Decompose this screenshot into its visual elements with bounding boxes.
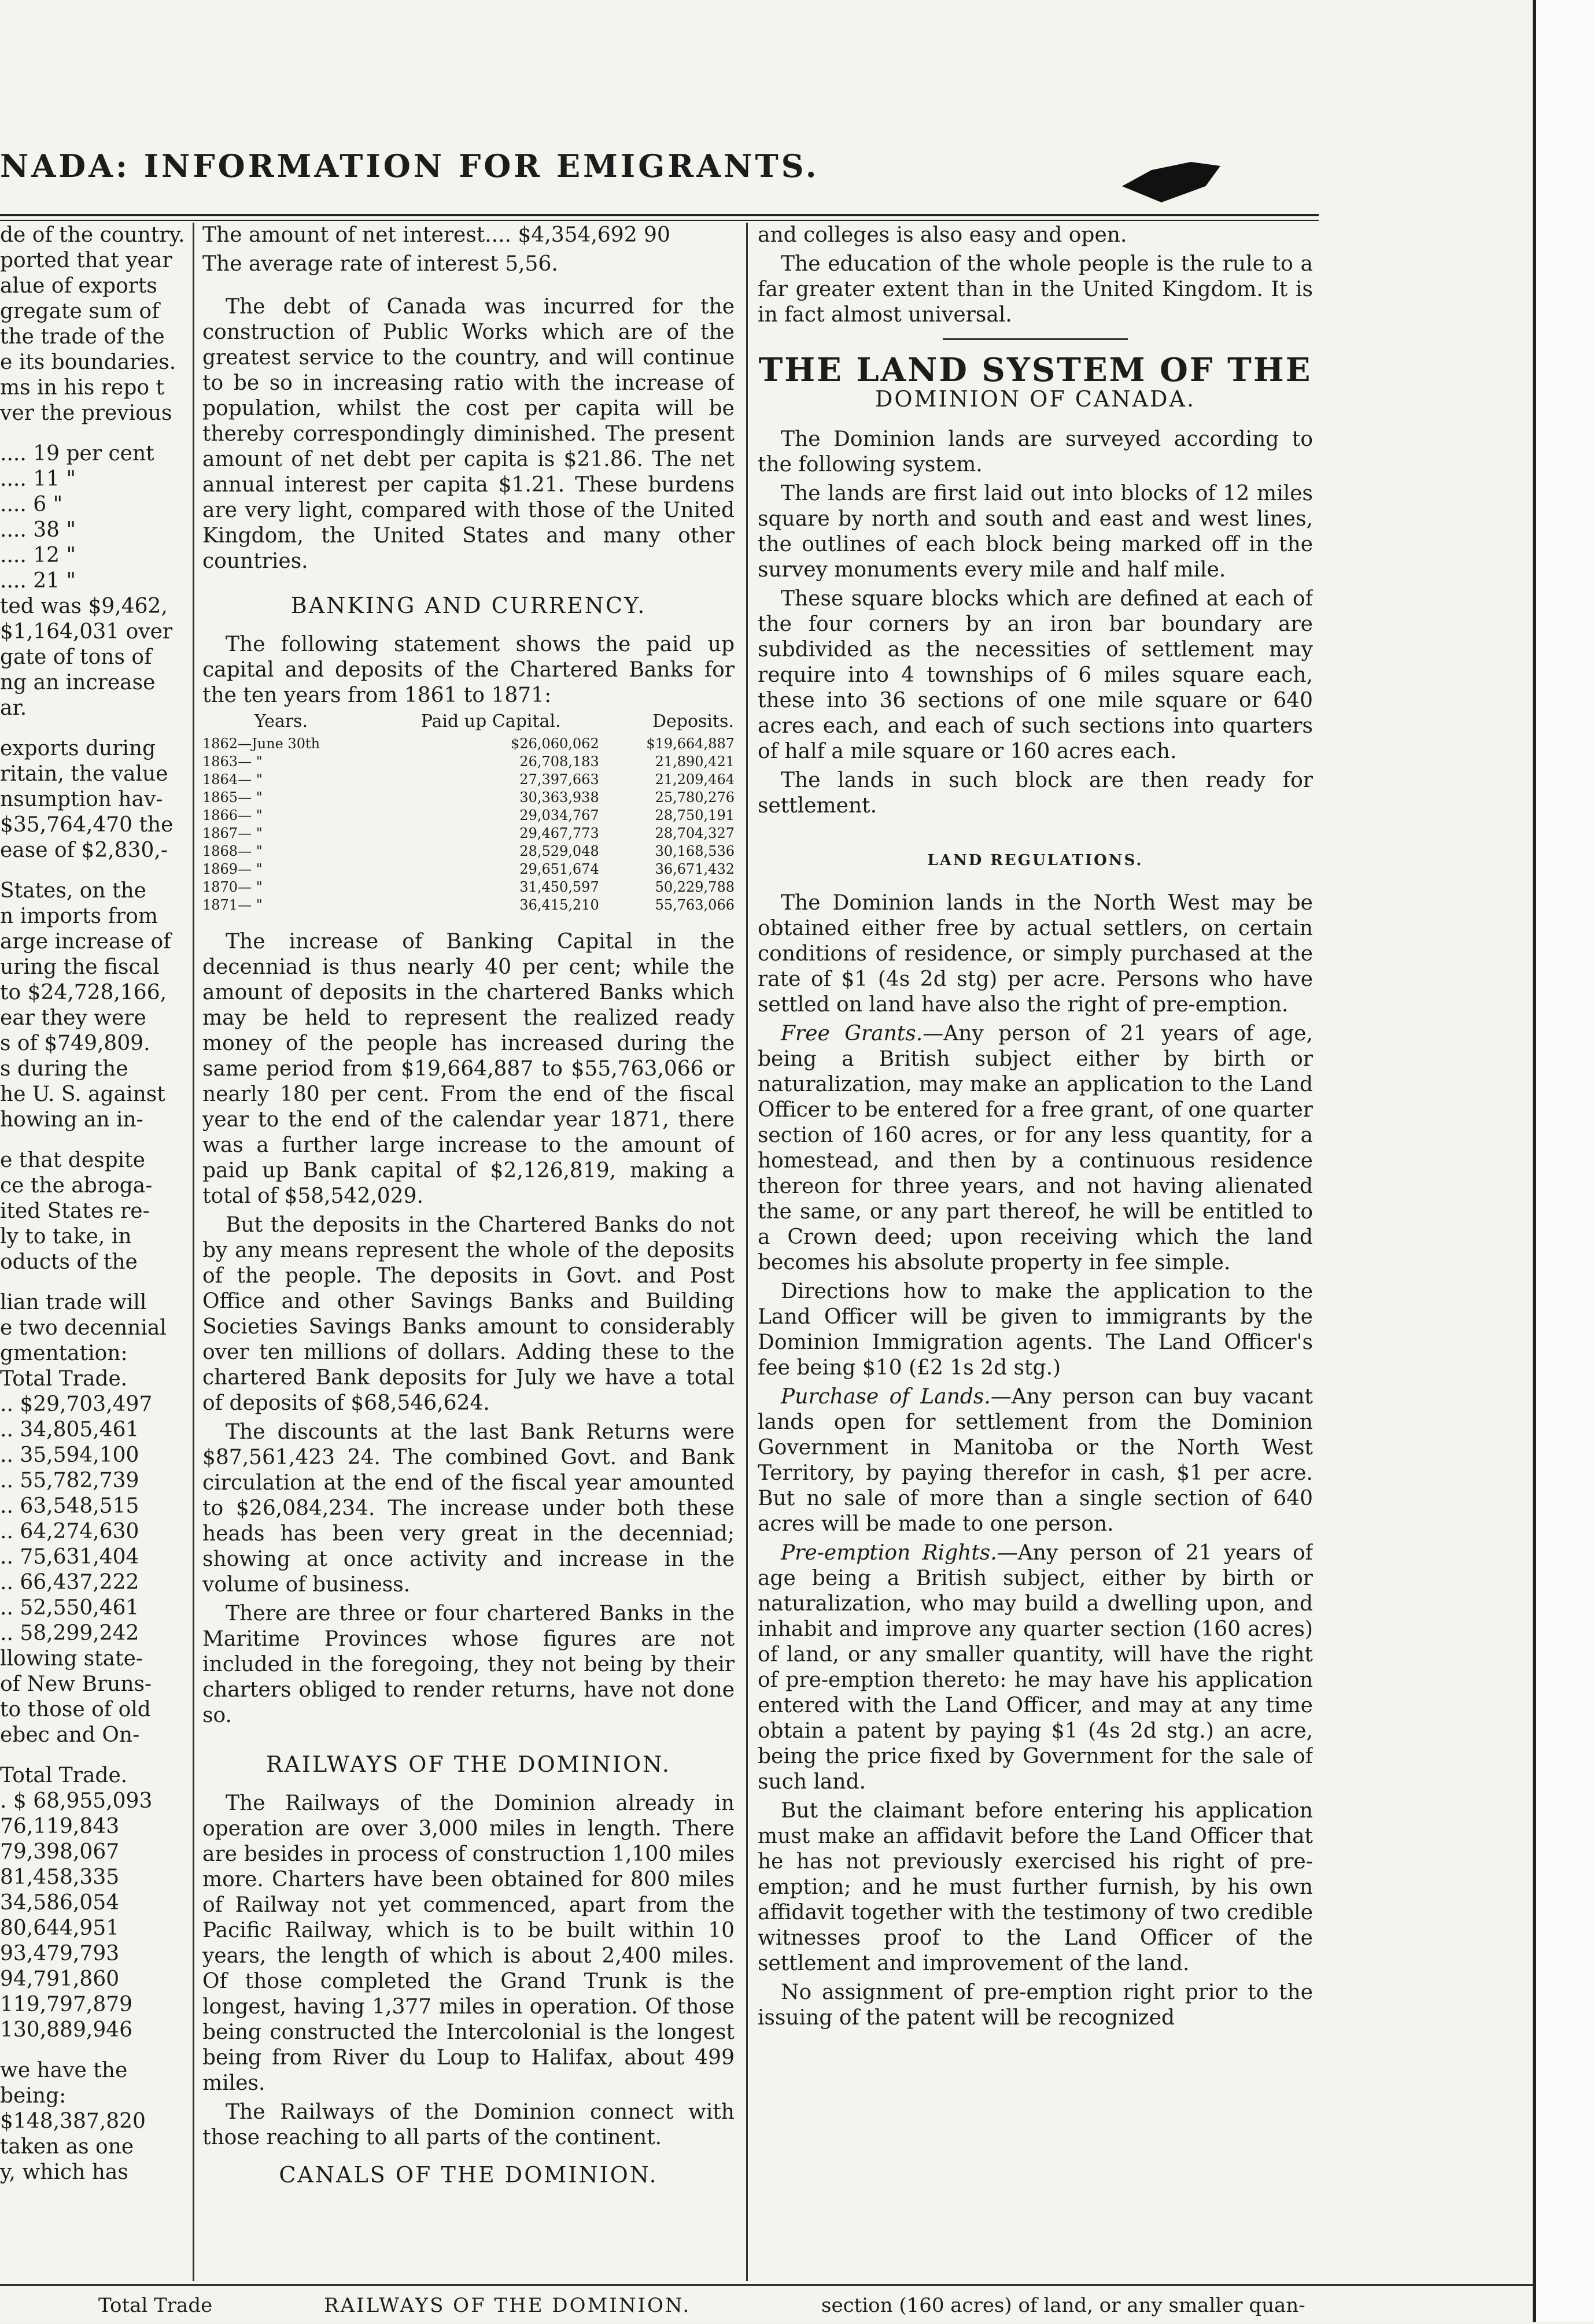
fragment-line: .. 63,548,515 <box>0 1494 139 1518</box>
banking-table-header <box>202 712 735 735</box>
fragment-line: howing an in- <box>0 1108 143 1132</box>
fragment-line: 81,458,335 <box>0 1865 120 1889</box>
fragment-line: to $24,728,166, <box>0 981 167 1004</box>
fragment-line: .... 38 " <box>0 518 76 542</box>
fragment-line: 130,889,946 <box>0 2018 133 2042</box>
fragment-line: ms in his repo t <box>0 376 164 400</box>
fragment-line: .. 64,274,630 <box>0 1520 139 1543</box>
fragment-line <box>0 426 185 441</box>
fragment-line: ce the abroga- <box>0 1174 153 1198</box>
row-deposits: 28,704,327 <box>655 825 735 841</box>
fragment-line: s during the <box>0 1057 128 1081</box>
purchase-text: —Any person can buy vacant lands open for settlement from the Dominion Government in Manitoba or the North West Territory, by paying therefor in cash, $1 per acre. But no sale of more than a single section of 640 acres will be made to one person. <box>758 1385 1313 1536</box>
railways-heading: RAILWAYS OF THE DOMINION. <box>265 1752 671 1777</box>
fragment-line: 79,398,067 <box>0 1840 120 1864</box>
fragment-line: $148,387,820 <box>0 2109 146 2133</box>
interest-line-1: The amount of net interest.... $4,354,692 90 <box>202 223 670 247</box>
fragment-line: gmentation: <box>0 1342 128 1365</box>
fragment-line: n imports from <box>0 904 158 928</box>
directions-paragraph: Directions how to make the application to the Land Officer will be given to immigrants by the Dominion Immigration agents. The Land Officer's fee being $10 (£2 1s 2d stg.) <box>758 1280 1313 1380</box>
banking-table-row <box>202 789 735 807</box>
table-header-years: Years. <box>254 711 308 731</box>
row-capital: 27,397,663 <box>519 771 599 788</box>
row-capital: 28,529,048 <box>519 843 599 859</box>
assignment-paragraph: No assignment of pre-emption right prior to the issuing of the patent will be recognized <box>758 1981 1313 2030</box>
fragment-line: Total Trade. <box>0 1764 128 1787</box>
colleges-line: and colleges is also easy and open. <box>758 223 1127 247</box>
row-year: 1866— " <box>202 807 263 823</box>
fragment-line: e that despite <box>0 1148 145 1172</box>
row-deposits: 21,890,421 <box>655 753 735 770</box>
row-year: 1865— " <box>202 789 263 806</box>
preemption-paragraph <box>758 1540 1313 1795</box>
discounts-paragraph: The discounts at the last Bank Returns were $87,561,423 24. The combined Govt. and Bank circulation at the end of the fiscal year amounted to $26,084,234. The increase under both these heads has been very great in the decenniad; showing at once activity and increase in the volume of business. <box>202 1420 735 1597</box>
row-capital: 31,450,597 <box>519 879 599 895</box>
education-paragraph: The education of the whole people is the rule to a far greater extent than in the United Kingdom. It is in fact almost universal. <box>758 252 1313 327</box>
banking-table-row <box>202 735 735 753</box>
fragment-line: ebec and On- <box>0 1723 140 1747</box>
fragment-line: .. 35,594,100 <box>0 1443 139 1467</box>
fragment-line: .. 75,631,404 <box>0 1545 139 1569</box>
page-right-margin <box>1533 0 1594 2322</box>
banking-heading: BANKING AND CURRENCY. <box>290 593 647 618</box>
banking-table-row <box>202 825 735 843</box>
fragment-line: $1,164,031 over <box>0 620 173 644</box>
fragment-line: .. 52,550,461 <box>0 1596 139 1620</box>
fragment-line <box>0 1275 185 1290</box>
row-capital: 30,363,938 <box>519 789 599 806</box>
fragment-line: gate of tons of <box>0 645 152 669</box>
blocks-paragraph: The lands are first laid out into blocks of 12 miles square by north and south and east and west lines, the outlines of each block being marked off in the survey monuments every mile and half mile. <box>758 482 1313 582</box>
fragment-line: de of the country. <box>0 223 185 247</box>
fragment-line: alue of exports <box>0 274 157 298</box>
fragment-line: s of $749,809. <box>0 1032 150 1055</box>
column-left-fragment <box>0 223 185 2281</box>
banking-table-row <box>202 843 735 860</box>
fragment-line: .... 12 " <box>0 544 76 567</box>
land-regulations-heading: LAND REGULATIONS. <box>927 852 1143 869</box>
square-blocks-paragraph: These square blocks which are defined at each of the four corners by an iron bar boundary are subdivided as the necessities of settlement may require into 4 townships of 6 miles square each, these into 36 sections of one mile square or 640 acres each, and each of such sections into quarters of half a mile square or 160 acres each. <box>758 587 1313 763</box>
banking-table-row <box>202 878 735 896</box>
bottom-left-text: Total Trade <box>98 2294 213 2317</box>
row-capital: 36,415,210 <box>519 897 599 913</box>
row-deposits: 55,763,066 <box>655 897 735 913</box>
fragment-line: .. 66,437,222 <box>0 1571 139 1594</box>
maritime-paragraph: There are three or four chartered Banks in the Maritime Provinces whose figures are not included in the foregoing, they not being by their charters obliged to render returns, have not done so. <box>202 1602 735 1727</box>
fragment-line: nsumption hav- <box>0 788 163 811</box>
row-year: 1870— " <box>202 879 263 895</box>
fragment-line: .. 34,805,461 <box>0 1418 139 1442</box>
table-header-capital: Paid up Capital. <box>420 711 561 731</box>
fragment-line: .. 55,782,739 <box>0 1469 139 1492</box>
page-header <box>0 147 1319 194</box>
fragment-line: he U. S. against <box>0 1082 165 1106</box>
interest-line-2: The average rate of interest 5,56. <box>202 252 558 276</box>
fragment-line: ported that year <box>0 249 172 272</box>
railways-paragraph: The Railways of the Dominion already in operation are over 3,000 miles in length. There are besides in process of construction 1,100 miles more. Charters have been obtained for 800 miles of Railway not yet commenced, apart from the Pacific Railway, which is to be built within 10 years, the length of which is about 2,400 miles. Of those completed the Grand Trunk is the longest, having 1,377 miles in operation. Of those being constructed the Intercolonial is the longest being from River du Loup to Halifax, about 499 miles. <box>202 1791 735 2095</box>
fragment-line: .. $29,703,497 <box>0 1392 153 1416</box>
fragment-line: ritain, the value <box>0 762 168 786</box>
banking-table-row <box>202 807 735 825</box>
banking-intro: The following statement shows the paid up capital and deposits of the Chartered Banks for the ten years from 1861 to 1871: <box>202 633 735 707</box>
fragment-line <box>0 2043 185 2058</box>
row-deposits: $19,664,887 <box>646 736 735 752</box>
row-year: 1867— " <box>202 825 263 841</box>
row-year: 1863— " <box>202 753 263 770</box>
row-capital: 26,708,183 <box>519 753 599 770</box>
row-deposits: 21,209,464 <box>655 771 735 788</box>
fragment-line <box>0 721 185 736</box>
fragment-line: . $ 68,955,093 <box>0 1789 153 1813</box>
fragment-line: llowing state- <box>0 1647 143 1671</box>
row-deposits: 28,750,191 <box>655 807 735 823</box>
fragment-line: ly to take, in <box>0 1225 132 1248</box>
bottom-bleed-strip <box>0 2284 1533 2324</box>
fragment-line: arge increase of <box>0 930 171 954</box>
row-year: 1868— " <box>202 843 263 859</box>
banking-table-row <box>202 860 735 878</box>
fragment-line <box>0 863 185 878</box>
header-title: NADA: INFORMATION FOR EMIGRANTS. <box>0 147 820 184</box>
fragment-line: lian trade will <box>0 1291 147 1314</box>
ready-paragraph: The lands in such block are then ready for settlement. <box>758 768 1313 818</box>
fragment-line: exports during <box>0 737 156 760</box>
fragment-line: .. 58,299,242 <box>0 1621 139 1645</box>
preemption-text: —Any person of 21 years of age being a British subject, either by birth or naturalization, who may build a dwelling upon, and inhabit and improve any quarter section (160 acres) of land, or any smaller quantity, will have the right of pre-emption thereto: he may have his application entered with the Land Officer, and may at any time obtain a patent by paying $1 (4s 2d stg.) an acre, being the price fixed by Government for the sale of such land. <box>758 1541 1313 1794</box>
fragment-line: States, on the <box>0 879 146 903</box>
fragment-line: we have the <box>0 2059 128 2082</box>
fragment-line: 119,797,879 <box>0 1993 133 2016</box>
fragment-line <box>0 1133 185 1148</box>
fragment-line: 34,586,054 <box>0 1891 120 1915</box>
row-deposits: 25,780,276 <box>655 789 735 806</box>
row-capital: 29,034,767 <box>519 807 599 823</box>
fragment-line: .... 19 per cent <box>0 442 154 465</box>
section-rule <box>943 338 1128 340</box>
canals-heading: CANALS OF THE DOMINION. <box>279 2162 658 2188</box>
fragment-line: ease of $2,830,- <box>0 838 168 862</box>
fragment-line: y, which has <box>0 2160 128 2184</box>
row-year: 1862—June 30th <box>202 736 320 752</box>
bottom-right-text: section (160 acres) of land, or any smaller quan- <box>821 2294 1305 2317</box>
fragment-line: 76,119,843 <box>0 1815 120 1838</box>
free-grants-label: Free Grants. <box>781 1022 923 1045</box>
land-system-subheading: DOMINION OF CANADA. <box>875 386 1196 412</box>
fragment-line <box>0 1748 185 1763</box>
row-year: 1871— " <box>202 897 263 913</box>
row-deposits: 50,229,788 <box>655 879 735 895</box>
free-grants-text: —Any person of 21 years of age, being a British subject either by birth or naturalization, may make an application to the Land Officer to be entered for a free grant, of one quarter section of 160 acres, or for any less quantity, for a homestead, and then by a continuous residence thereon for three years, and not having alienated the same, or any part thereof, he will be entitled to a Crown deed; upon receiving which the land becomes his absolute property in fee simple. <box>758 1022 1313 1274</box>
fragment-line: ng an increase <box>0 671 156 694</box>
header-rule <box>0 214 1319 221</box>
row-year: 1864— " <box>202 771 263 788</box>
banking-table <box>202 712 735 914</box>
column-middle <box>202 223 735 2252</box>
fragment-line: ar. <box>0 696 27 720</box>
fragment-line: 93,479,793 <box>0 1942 120 1965</box>
land-system-heading: THE LAND SYSTEM OF THE <box>758 351 1312 389</box>
row-capital: 29,467,773 <box>519 825 599 841</box>
connect-paragraph: The Railways of the Dominion connect with those reaching to all parts of the continent. <box>202 2100 735 2149</box>
fragment-line: gregate sum of <box>0 300 160 323</box>
purchase-label: Purchase of Lands. <box>781 1385 991 1409</box>
fragment-line: the trade of the <box>0 325 165 349</box>
banking-table-row <box>202 771 735 789</box>
row-deposits: 36,671,432 <box>655 861 735 877</box>
banking-table-row <box>202 753 735 771</box>
surveyed-paragraph: The Dominion lands are surveyed according to the following system. <box>758 427 1313 476</box>
fragment-line: ited States re- <box>0 1199 150 1223</box>
debt-paragraph: The debt of Canada was incurred for the construction of Public Works which are of the greatest service to the country, and will continue to be so in increasing ratio with the increase of population, whilst the cost per capita will be thereby correspondingly diminished. The present amount of net debt per capita is $21.86. The net annual interest per capita $1.21. These burdens are very light, compared with those of the United Kingdom, the United States and many other countries. <box>202 295 735 573</box>
fragment-line: ted was $9,462, <box>0 594 168 618</box>
purchase-paragraph <box>758 1384 1313 1537</box>
fragment-line: of New Bruns- <box>0 1672 152 1696</box>
fragment-line: oducts of the <box>0 1250 138 1274</box>
deposits-paragraph: But the deposits in the Chartered Banks do not by any means represent the whole of the deposits of the people. The deposits in Govt. and Post Office and other Savings Banks and Building Societies Savings Banks amount to considerably over ten millions of dollars. Adding these to the chartered Bank deposits for July we have a total of deposits of $68,546,624. <box>202 1213 735 1415</box>
fragment-line: e two decennial <box>0 1316 167 1340</box>
fragment-line: being: <box>0 2084 67 2108</box>
table-header-deposits: Deposits. <box>652 711 734 731</box>
row-year: 1869— " <box>202 861 263 877</box>
fragment-line: .... 6 " <box>0 493 63 516</box>
column-divider-2 <box>746 223 748 2281</box>
fragment-line: to those of old <box>0 1698 151 1721</box>
fragment-line: ear they were <box>0 1006 146 1030</box>
fragment-line: 80,644,951 <box>0 1916 120 1940</box>
banking-table-row <box>202 896 735 914</box>
increase-paragraph: The increase of Banking Capital in the decenniad is thus nearly 40 per cent; while the amount of deposits in the chartered Banks which may be held to represent the realized ready money of the people has increased during the same period from $19,664,887 to $55,763,066 or nearly 180 per cent. From the end of the fiscal year to the end of the calendar year 1871, there was a further large increase to the amount of paid up Bank capital of $2,126,819, making a total of $58,542,029. <box>202 930 735 1208</box>
row-deposits: 30,168,536 <box>655 843 735 859</box>
northwest-paragraph: The Dominion lands in the North West may be obtained either free by actual settlers, on certain conditions of residence, or simply purchased at the rate of $1 (4s 2d stg) per acre. Persons who have settled on land have also the right of pre-emption. <box>758 891 1313 1017</box>
claimant-paragraph: But the claimant before entering his application must make an affidavit before the Land Officer that he has not previously exercised his right of pre-emption; and he must further furnish, by his own affidavit together with the testimony of two credible witnesses proof to the Land Officer of the settlement and improvement of the land. <box>758 1799 1313 1975</box>
fragment-line: ver the previous <box>0 401 172 425</box>
fragment-line: .... 21 " <box>0 569 76 593</box>
row-capital: $26,060,062 <box>511 736 599 752</box>
fragment-line: .... 11 " <box>0 467 76 491</box>
fragment-line: uring the fiscal <box>0 955 160 979</box>
fragment-line: taken as one <box>0 2135 134 2159</box>
fragment-line: e its boundaries. <box>0 350 176 374</box>
bottom-middle-text: RAILWAYS OF THE DOMINION. <box>324 2294 691 2317</box>
fragment-line: $35,764,470 the <box>0 813 174 837</box>
fragment-line: 94,791,860 <box>0 1967 120 1991</box>
free-grants-paragraph <box>758 1021 1313 1276</box>
fragment-line: Total Trade. <box>0 1367 128 1391</box>
row-capital: 29,651,674 <box>519 861 599 877</box>
column-divider-1 <box>193 223 194 2281</box>
preemption-label: Pre-emption Rights. <box>781 1541 997 1565</box>
column-right <box>758 223 1313 2281</box>
